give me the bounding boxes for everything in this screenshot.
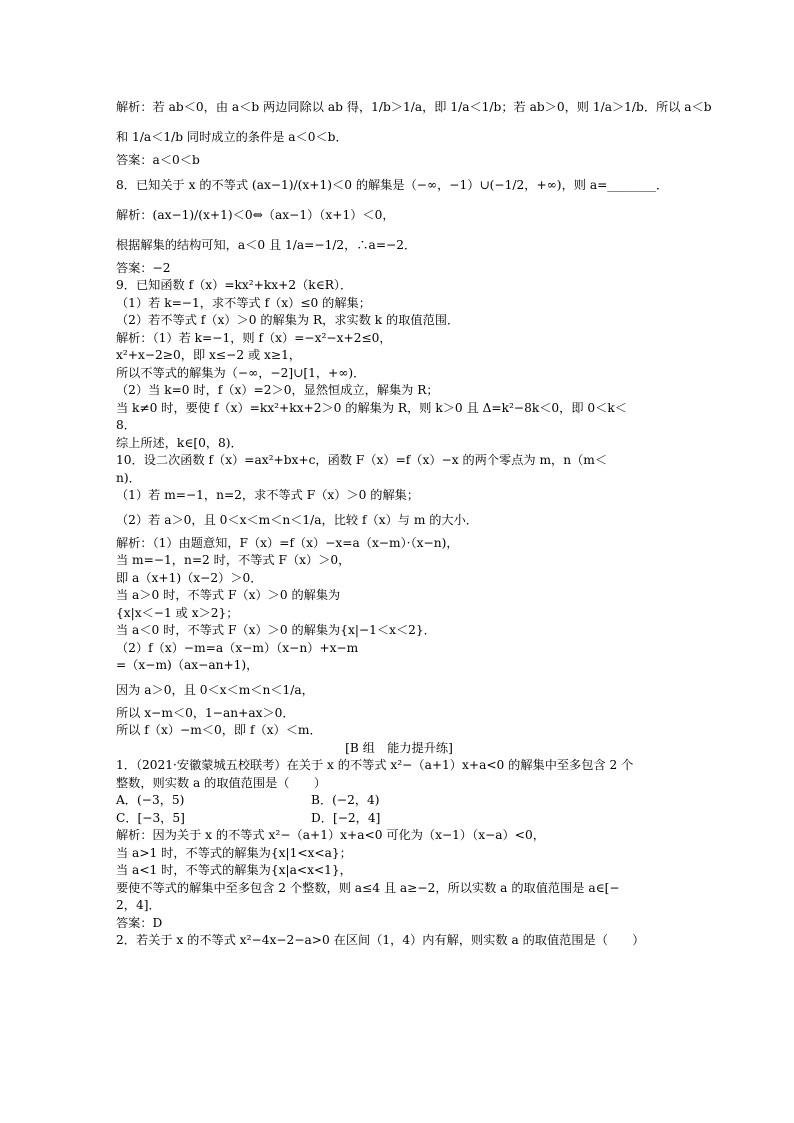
text-line: n)．: [116, 470, 141, 485]
text-line: 当 k≠0 时，要使 f（x）=kx²+kx+2＞0 的解集为 R，则 k＞0 且 Δ=k²−8k＜0，即 0＜k＜: [116, 400, 627, 415]
text-line: （1）若 m=−1，n=2，求不等式 F（x）＞0 的解集；: [116, 488, 420, 502]
text-line: 根据解集的结构可知，a＜0 且 1/a=−1/2，∴a=−2．: [116, 237, 417, 252]
text-line: （1）若 k=−1，求不等式 f（x）≤0 的解集；: [116, 295, 371, 310]
option-c: C．[−3，5]: [116, 810, 185, 825]
text-line: 当 a＞0 时，不等式 F（x）＞0 的解集为: [116, 588, 341, 602]
question-10: 10．设二次函数 f（x）=ax²+bx+c，函数 F（x）=f（x）−x 的两个零点为 m，n（m＜: [116, 453, 608, 467]
text-line: 和 1/a＜1/b 同时成立的条件是 a＜0＜b．: [116, 130, 348, 144]
question-b2: 2．若关于 x 的不等式 x²−4x−2−a>0 在区间（1，4）内有解，则实数 a 的取值范围是（ ）: [116, 933, 645, 947]
document-page: [116, 92, 712, 950]
section-heading: [B 组 能力提升练]: [345, 740, 453, 755]
text-line: 所以 f（x）−m＜0，即 f（x）＜m．: [116, 723, 322, 737]
question-b1: 1．（2021·安徽蒙城五校联考）在关于 x 的不等式 x²−（a+1）x+a<0 的解集中至多包含 2 个: [116, 758, 634, 772]
answer-line: 答案：−2: [116, 260, 171, 275]
text-line: 解析：因为关于 x 的不等式 x²−（a+1）x+a<0 可化为（x−1）（x−a）<0，: [116, 828, 545, 842]
text-line: 当 m=−1，n=2 时，不等式 F（x）＞0，: [116, 553, 351, 567]
text-line: x²+x−2≥0，即 x≤−2 或 x≥1，: [116, 348, 302, 362]
text-line: 即 a（x+1)（x−2）＞0．: [116, 570, 263, 585]
text-line: 所以 x−m＜0，1−an+ax＞0．: [116, 705, 295, 720]
text-line: 整数，则实数 a 的取值范围是（ ）: [116, 775, 327, 790]
text-line: 要使不等式的解集中至多包含 2 个整数，则 a≤4 且 a≥−2，所以实数 a 的取值范围是 a∈[−: [116, 880, 620, 895]
text-line: 解析：若 ab＜0，由 a＜b 两边同除以 ab 得，1/b＞1/a，即 1/a＜1/b；若 ab＞0，则 1/a＞1/b．所以 a＜b: [116, 100, 712, 114]
text-line: （2）f（x）−m=a（x−m）（x−n）+x−m: [116, 640, 359, 655]
option-a: A．(−3，5): [116, 793, 185, 807]
text-line: （2）若不等式 f（x）＞0 的解集为 R，求实数 k 的取值范围．: [116, 313, 460, 327]
text-line: 所以不等式的解集为（−∞，−2]∪[1，+∞)．: [116, 365, 366, 380]
text-line: 解析：（1）若 k=−1，则 f（x）=−x²−x+2≤0，: [116, 330, 392, 345]
option-b: B．(−2，4): [311, 793, 380, 807]
text-line: {x|x＜−1 或 x＞2}；: [116, 605, 239, 620]
text-line: 8．: [116, 418, 136, 432]
text-line: 当 a＜0 时，不等式 F（x）＞0 的解集为{x|−1＜x＜2}．: [116, 623, 436, 637]
text-line: 当 a<1 时，不等式的解集为{x|a<x<1}，: [116, 863, 352, 877]
question-8: 8．已知关于 x 的不等式 (ax−1)/(x+1)＜0 的解集是（−∞，−1）∪(−1/2，+∞)，则 a=________．: [116, 177, 669, 192]
text-line: 因为 a＞0，且 0＜x＜m＜n＜1/a，: [116, 682, 314, 697]
text-line: 解析：(ax−1)/(x+1)＜0⇔（ax−1）（x+1）＜0，: [116, 207, 395, 222]
text-line: 解析：（1）由题意知，F（x）=f（x）−x=a（x−m）·（x−n)，: [116, 535, 459, 550]
option-d: D．[−2，4]: [311, 810, 381, 825]
text-line: =（x−m)（ax−an+1)，: [116, 658, 259, 672]
text-line: （2）若 a＞0，且 0＜x＜m＜n＜1/a，比较 f（x）与 m 的大小．: [116, 512, 478, 527]
question-9: 9．已知函数 f（x）=kx²+kx+2（k∈R）．: [116, 278, 353, 292]
text-line: 当 a>1 时，不等式的解集为{x|1<x<a}；: [116, 845, 352, 860]
options-row: [116, 792, 682, 810]
answer-line: 答案：a＜0＜b: [116, 153, 200, 167]
text-line: 2，4]．: [116, 898, 161, 912]
text-line: 综上所述，k∈[0，8)．: [116, 435, 243, 450]
answer-line: 答案：D: [116, 915, 163, 930]
options-row: [116, 810, 682, 828]
text-line: （2）当 k=0 时，f（x）=2＞0，显然恒成立，解集为 R；: [116, 383, 439, 397]
